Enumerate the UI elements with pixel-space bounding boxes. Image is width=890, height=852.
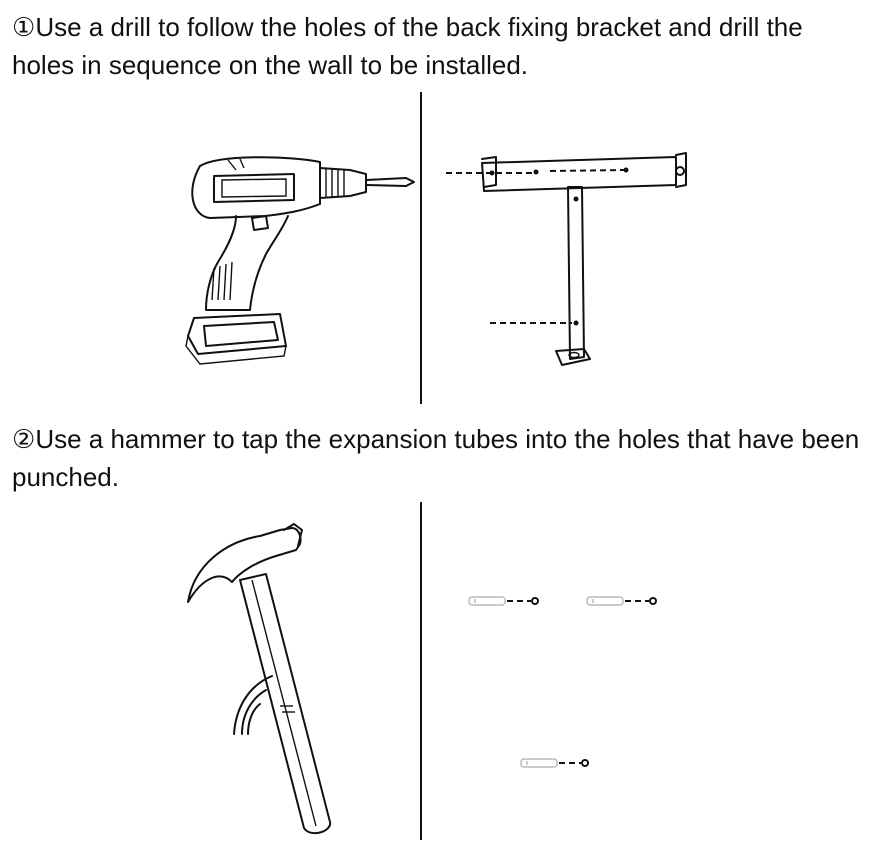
step-1-instruction	[12, 8, 872, 84]
step-2-instruction	[12, 420, 872, 496]
t-bracket-icon	[440, 145, 710, 375]
step-1-text: Use a drill to follow the holes of the back fixing bracket and drill the holes in sequence on the wall to be installed.	[12, 12, 803, 80]
drill-icon	[170, 150, 420, 380]
step-2-marker: ②	[12, 424, 36, 454]
step-2-divider	[420, 502, 422, 840]
step-1-divider	[420, 92, 422, 404]
hammer-icon	[180, 520, 340, 840]
step-2-text: Use a hammer to tap the expansion tubes into the holes that have been punched.	[12, 424, 860, 492]
step-1-marker: ①	[12, 12, 36, 42]
expansion-tube-icon	[465, 590, 685, 780]
